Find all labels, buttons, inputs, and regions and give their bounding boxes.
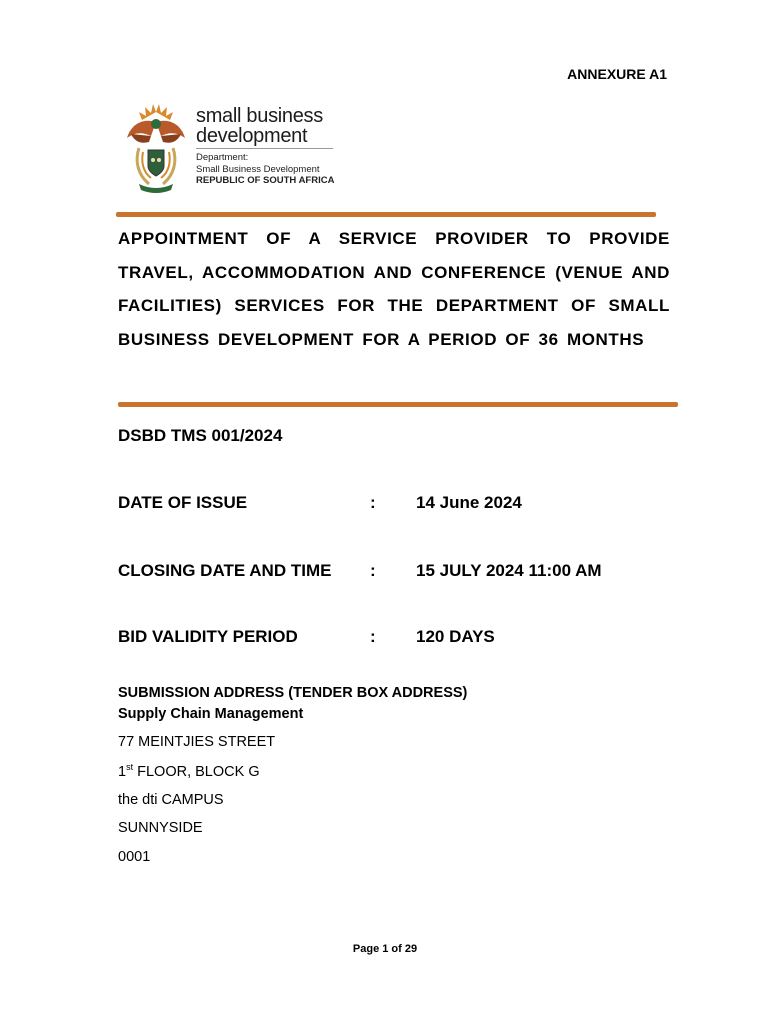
submission-subheading: Supply Chain Management bbox=[118, 706, 304, 722]
address-street: 77 MEINTJIES STREET bbox=[118, 734, 276, 750]
address-floor-rest: FLOOR, BLOCK G bbox=[133, 764, 260, 780]
logo-title-line1: small business bbox=[196, 105, 323, 127]
detail-value: 15 JULY 2024 11:00 AM bbox=[416, 561, 602, 580]
submission-heading: SUBMISSION ADDRESS (TENDER BOX ADDRESS) bbox=[118, 685, 468, 701]
address-postcode: 0001 bbox=[118, 849, 151, 865]
logo-department-text bbox=[196, 152, 334, 187]
detail-value: 14 June 2024 bbox=[416, 493, 522, 512]
detail-colon: : bbox=[370, 627, 376, 646]
detail-colon: : bbox=[370, 493, 376, 512]
detail-colon: : bbox=[370, 561, 376, 580]
department-logo bbox=[121, 104, 351, 194]
submission-heading-block bbox=[118, 683, 467, 725]
address-floor-suffix: st bbox=[126, 762, 134, 772]
detail-label: DATE OF ISSUE bbox=[118, 493, 248, 512]
address-suburb: SUNNYSIDE bbox=[118, 820, 203, 836]
south-africa-coat-of-arms-icon bbox=[121, 104, 191, 194]
address-campus: the dti CAMPUS bbox=[118, 792, 224, 808]
address-floor bbox=[118, 762, 260, 780]
logo-dept-line2: Small Business Development bbox=[196, 163, 320, 175]
detail-label: BID VALIDITY PERIOD bbox=[118, 627, 298, 646]
address-floor-number: 1 bbox=[118, 764, 127, 780]
top-divider-rule bbox=[116, 212, 656, 217]
logo-dept-line3: REPUBLIC OF SOUTH AFRICA bbox=[196, 175, 335, 186]
annexure-label: ANNEXURE A1 bbox=[567, 66, 667, 82]
detail-value: 120 DAYS bbox=[416, 627, 495, 646]
page-number-footer: Page 1 of 29 bbox=[352, 943, 418, 955]
logo-title-line2: development bbox=[196, 125, 308, 147]
detail-label: CLOSING DATE AND TIME bbox=[118, 561, 332, 580]
tender-reference: DSBD TMS 001/2024 bbox=[118, 426, 283, 445]
logo-divider bbox=[196, 148, 333, 149]
logo-dept-line1: Department: bbox=[196, 152, 249, 163]
logo-title bbox=[196, 106, 323, 146]
document-title: APPOINTMENT OF A SERVICE PROVIDER TO PROVIDE TRAVEL, ACCOMMODATION AND CONFERENCE (VENUE AND FACILITIES) SERVICES FOR THE DEPARTMENT OF SMALL BUSINESS DEVELOPMENT FOR A PERIOD OF 36 MONTHS bbox=[118, 229, 670, 349]
bottom-divider-rule bbox=[118, 402, 678, 407]
